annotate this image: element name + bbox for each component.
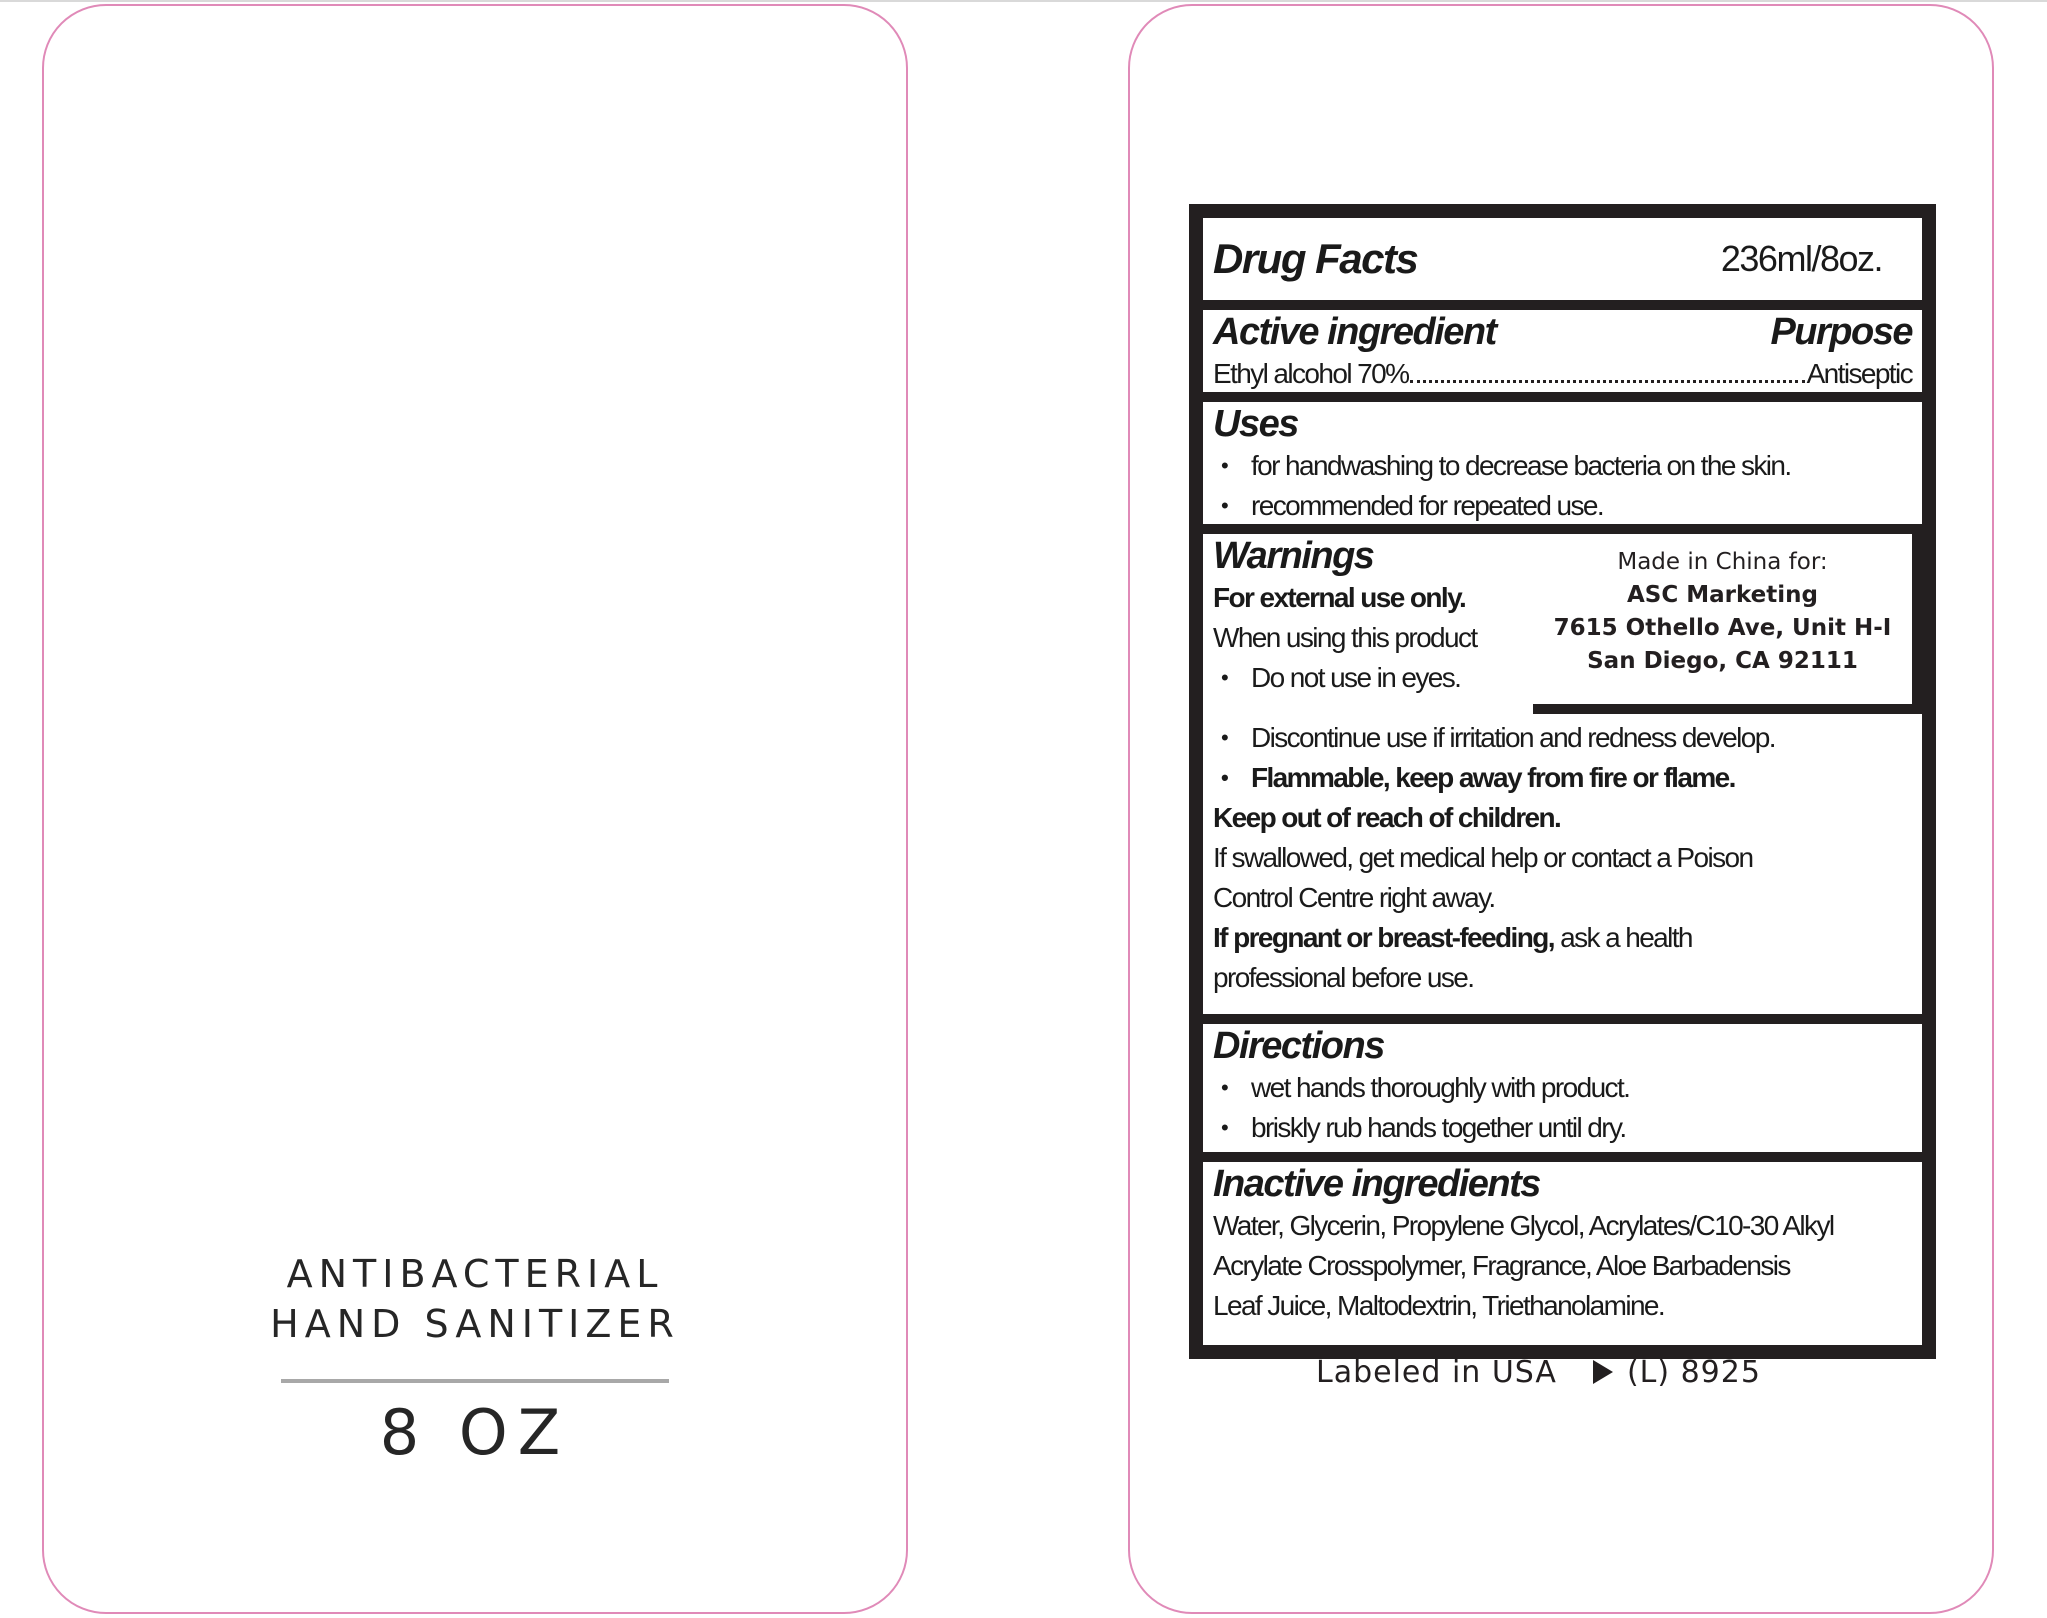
inactive-line2: Acrylate Crosspolymer, Fragrance, Aloe Barbadensis (1213, 1249, 1790, 1281)
lot-code: (L) 8925 (1626, 1355, 1761, 1390)
net-size: 8 OZ (379, 1396, 571, 1469)
list-item: • wet hands thoroughly with product. (1213, 1068, 1912, 1108)
directions-section (1203, 1024, 1922, 1152)
swallowed-warning-line1: If swallowed, get medical help or contact a Poison (1213, 842, 1753, 873)
when-using-label: When using this product (1213, 621, 1477, 653)
warnings-section-lower (1203, 714, 1922, 1014)
dot-leader (1410, 380, 1804, 383)
inactive-heading: Inactive ingredients (1213, 1163, 1540, 1205)
label-footer (1316, 1355, 1761, 1390)
list-item: • Do not use in eyes. (1213, 658, 1523, 698)
manufacturer-box (1533, 534, 1912, 704)
inactive-line3: Leaf Juice, Maltodextrin, Triethanolamine. (1213, 1289, 1665, 1321)
product-title-line1: ANTIBACTERIAL (286, 1252, 664, 1296)
pregnant-warning-line1: If pregnant or breast-feeding, ask a health (1213, 922, 1692, 953)
company-name: ASC Marketing (1627, 582, 1818, 608)
pregnant-warning-line2: professional before use. (1213, 962, 1474, 993)
inactive-line1: Water, Glycerin, Propylene Glycol, Acrylates/C10-30 Alkyl (1213, 1209, 1834, 1241)
company-street: 7615 Othello Ave, Unit H-I (1553, 615, 1892, 641)
labeled-in-text: Labeled in USA (1316, 1355, 1557, 1390)
list-item: • Flammable, keep away from fire or flame. (1213, 758, 1912, 798)
uses-section (1203, 402, 1922, 524)
made-in-label: Made in China for: (1617, 549, 1828, 575)
inactive-ingredients-section (1203, 1162, 1922, 1345)
front-label-panel (42, 4, 908, 1614)
volume-label: 236ml/8oz. (1720, 238, 1882, 279)
drug-facts-header (1203, 218, 1922, 300)
list-item: • briskly rub hands together until dry. (1213, 1108, 1912, 1148)
list-item: • recommended for repeated use. (1213, 486, 1912, 526)
play-arrow-icon (1593, 1360, 1613, 1384)
external-use-warning: For external use only. (1213, 581, 1466, 613)
active-ingredient-section (1203, 310, 1922, 392)
active-ingredient-purpose: Antiseptic (1806, 357, 1912, 389)
top-border-line (0, 0, 2047, 2)
warnings-section-upper (1203, 534, 1533, 714)
children-warning: Keep out of reach of children. (1213, 802, 1561, 833)
swallowed-warning-line2: Control Centre right away. (1213, 882, 1495, 913)
active-ingredient-name: Ethyl alcohol 70% (1213, 357, 1409, 389)
company-city: San Diego, CA 92111 (1587, 648, 1858, 674)
directions-heading: Directions (1213, 1025, 1384, 1067)
active-ingredient-heading: Active ingredient (1213, 311, 1496, 353)
drug-facts-heading: Drug Facts (1213, 234, 1418, 282)
list-item: • for handwashing to decrease bacteria on the skin. (1213, 446, 1912, 486)
purpose-heading: Purpose (1770, 311, 1912, 353)
uses-heading: Uses (1213, 403, 1298, 445)
warnings-heading: Warnings (1213, 535, 1374, 577)
drug-facts-box (1189, 204, 1936, 1359)
divider-rule (281, 1379, 669, 1383)
list-item: • Discontinue use if irritation and redness develop. (1213, 718, 1912, 758)
product-title-line2: HAND SANITIZER (270, 1302, 680, 1346)
